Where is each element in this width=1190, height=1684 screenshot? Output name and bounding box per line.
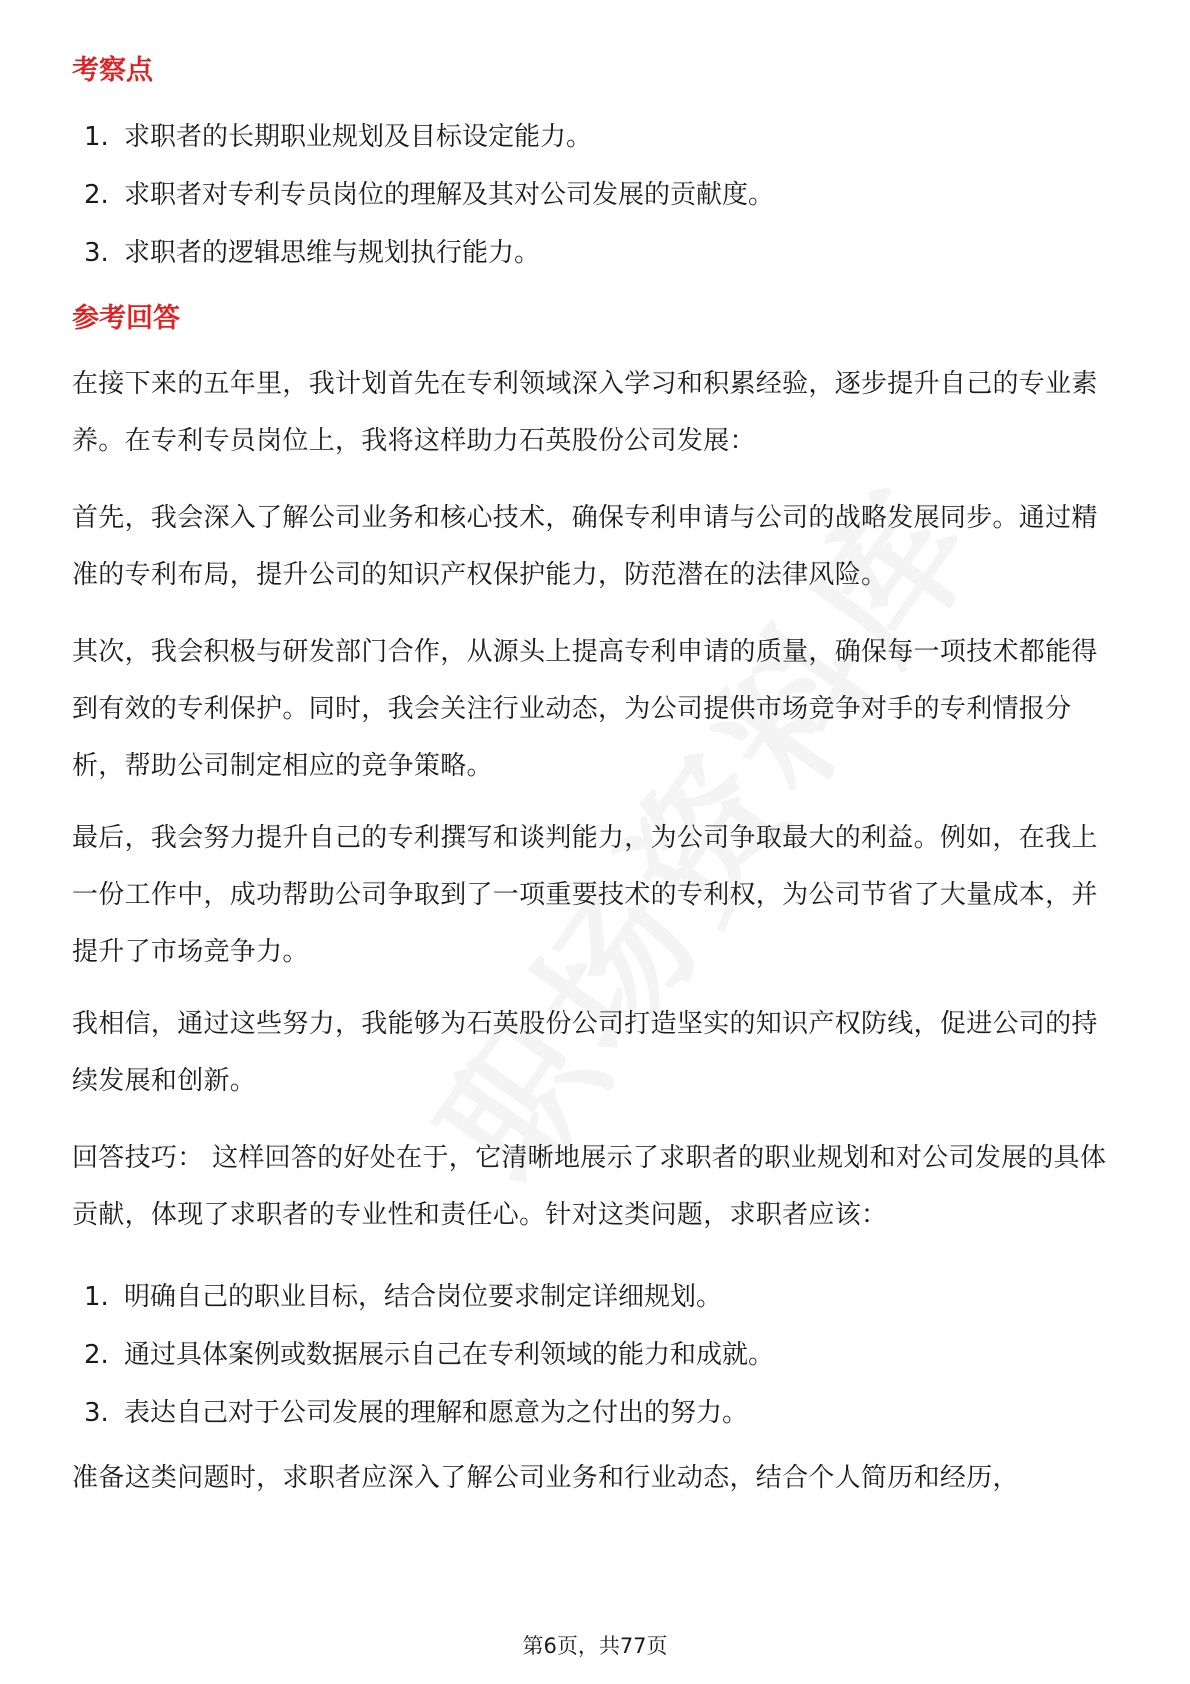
answer-paragraph-belief: 我相信，通过这些努力，我能够为石英股份公司打造坚实的知识产权防线，促进公司的持续发展和创新。: [72, 1009, 1098, 1096]
answer-paragraph-intro: 在接下来的五年里，我计划首先在专利领域深入学习和积累经验，逐步提升自己的专业素养。在专利专员岗位上，我将这样助力石英股份公司发展：: [72, 369, 1098, 456]
page-number: 第6页，共77页: [522, 1634, 668, 1658]
list-item: 1. 求职者的长期职业规划及目标设定能力。: [84, 122, 593, 152]
list-item: 2. 通过具体案例或数据展示自己在专利领域的能力和成就。: [84, 1340, 775, 1370]
inspection-points-list: [80, 108, 774, 282]
answer-paragraph-second: 其次，我会积极与研发部门合作，从源头上提高专利申请的质量，确保每一项技术都能得到有效的专利保护。同时，我会关注行业动态，为公司提供市场竞争对手的专利情报分析，帮助公司制定相应的竞争策略。: [72, 637, 1098, 781]
answer-tips-list: [80, 1268, 774, 1442]
list-item: 3. 求职者的逻辑思维与规划执行能力。: [84, 238, 541, 268]
answer-paragraph-third: 最后，我会努力提升自己的专利撰写和谈判能力，为公司争取最大的利益。例如，在我上一份工作中，成功帮助公司争取到了一项重要技术的专利权，为公司节省了大量成本，并提升了市场竞争力。: [72, 823, 1098, 967]
list-item: 3. 表达自己对于公司发展的理解和愿意为之付出的努力。: [84, 1398, 749, 1428]
list-item: 1. 明确自己的职业目标，结合岗位要求制定详细规划。: [84, 1282, 723, 1312]
list-item: 2. 求职者对专利专员岗位的理解及其对公司发展的贡献度。: [84, 180, 775, 210]
answer-paragraph-first: 首先，我会深入了解公司业务和核心技术，确保专利申请与公司的战略发展同步。通过精准的专利布局，提升公司的知识产权保护能力，防范潜在的法律风险。: [72, 503, 1098, 590]
answer-tips-paragraph: 回答技巧： 这样回答的好处在于，它清晰地展示了求职者的职业规划和对公司发展的具体贡献，体现了求职者的专业性和责任心。针对这类问题，求职者应该：: [72, 1143, 1107, 1230]
section-heading-reference-answer: 参考回答: [72, 303, 180, 334]
closing-paragraph: 准备这类问题时，求职者应深入了解公司业务和行业动态，结合个人简历和经历，: [72, 1463, 1019, 1493]
section-heading-inspection-points: 考察点: [72, 55, 153, 86]
